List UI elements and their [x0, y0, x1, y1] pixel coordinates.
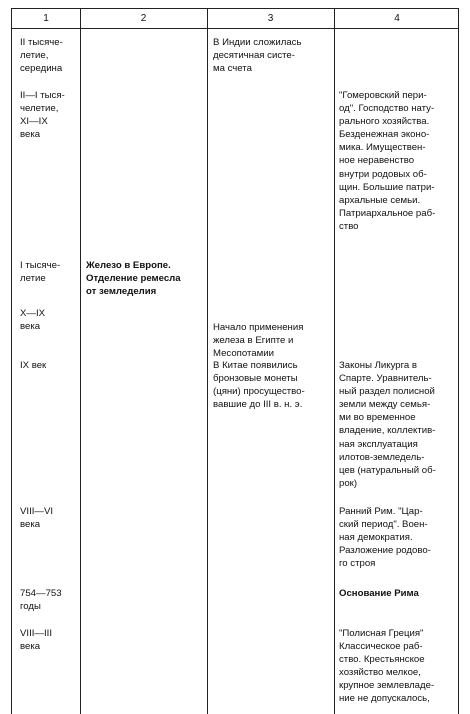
header-divider — [12, 28, 458, 29]
date-cell: VIII—III века — [20, 628, 52, 653]
column-header-4: 4 — [394, 13, 400, 24]
event-cell-col3: В Китае появились бронзовые монеты (цяни) просущество- вавшие до III в. н. э. — [213, 360, 305, 411]
event-cell-col2: Железо в Европе. Отделение ремесла от земледелия — [86, 260, 181, 298]
chronology-table — [11, 8, 459, 714]
column-header-2: 2 — [140, 13, 147, 24]
date-cell: II тысяче- летие, середина — [20, 37, 63, 75]
date-cell: X—IX века — [20, 308, 46, 333]
date-cell: VIII—VI века — [20, 506, 54, 531]
event-cell-col4: "Гомеровский пери- од". Господство нату- рального хозяйства. Безденежная эконо- мика. Имуществен- ное неравенство внутри родовых об- щин. Большие патри- архальные семьи. Патриархальное раб- ство — [339, 90, 436, 232]
column-divider — [80, 9, 81, 714]
date-cell: 754—753 годы — [20, 588, 62, 613]
event-cell-col4: Основание Рима — [339, 588, 419, 599]
column-header-1: 1 — [43, 13, 49, 24]
event-cell-col3: В Индии сложилась десятичная систе- ма счета — [213, 37, 302, 75]
column-header-3: 3 — [267, 13, 274, 24]
date-cell: II—I тыся- челетие, XI—IX века — [20, 90, 65, 141]
date-cell: I тысяче- летие — [20, 260, 61, 285]
event-cell-col4: Законы Ликурга в Спарте. Уравнитель- ный раздел полисной земли между семья- ми во временное владение, коллектив- ная эксплуатация илотов-земледель- цев (натуральный об- рок) — [339, 360, 436, 489]
event-cell-col4: Ранний Рим. "Цар- ский период". Воен- ная демократия. Разложение родово- го строя — [339, 506, 431, 570]
column-divider — [334, 9, 335, 714]
event-cell-col3: Начало применения железа в Египте и Месопотамии — [213, 322, 304, 360]
event-cell-col4: "Полисная Греция" Классическое раб- ство. Крестьянское хозяйство мелкое, крупное землевладе- ние не допускалось, — [339, 628, 435, 705]
column-divider — [207, 9, 208, 714]
date-cell: IX век — [20, 360, 47, 371]
